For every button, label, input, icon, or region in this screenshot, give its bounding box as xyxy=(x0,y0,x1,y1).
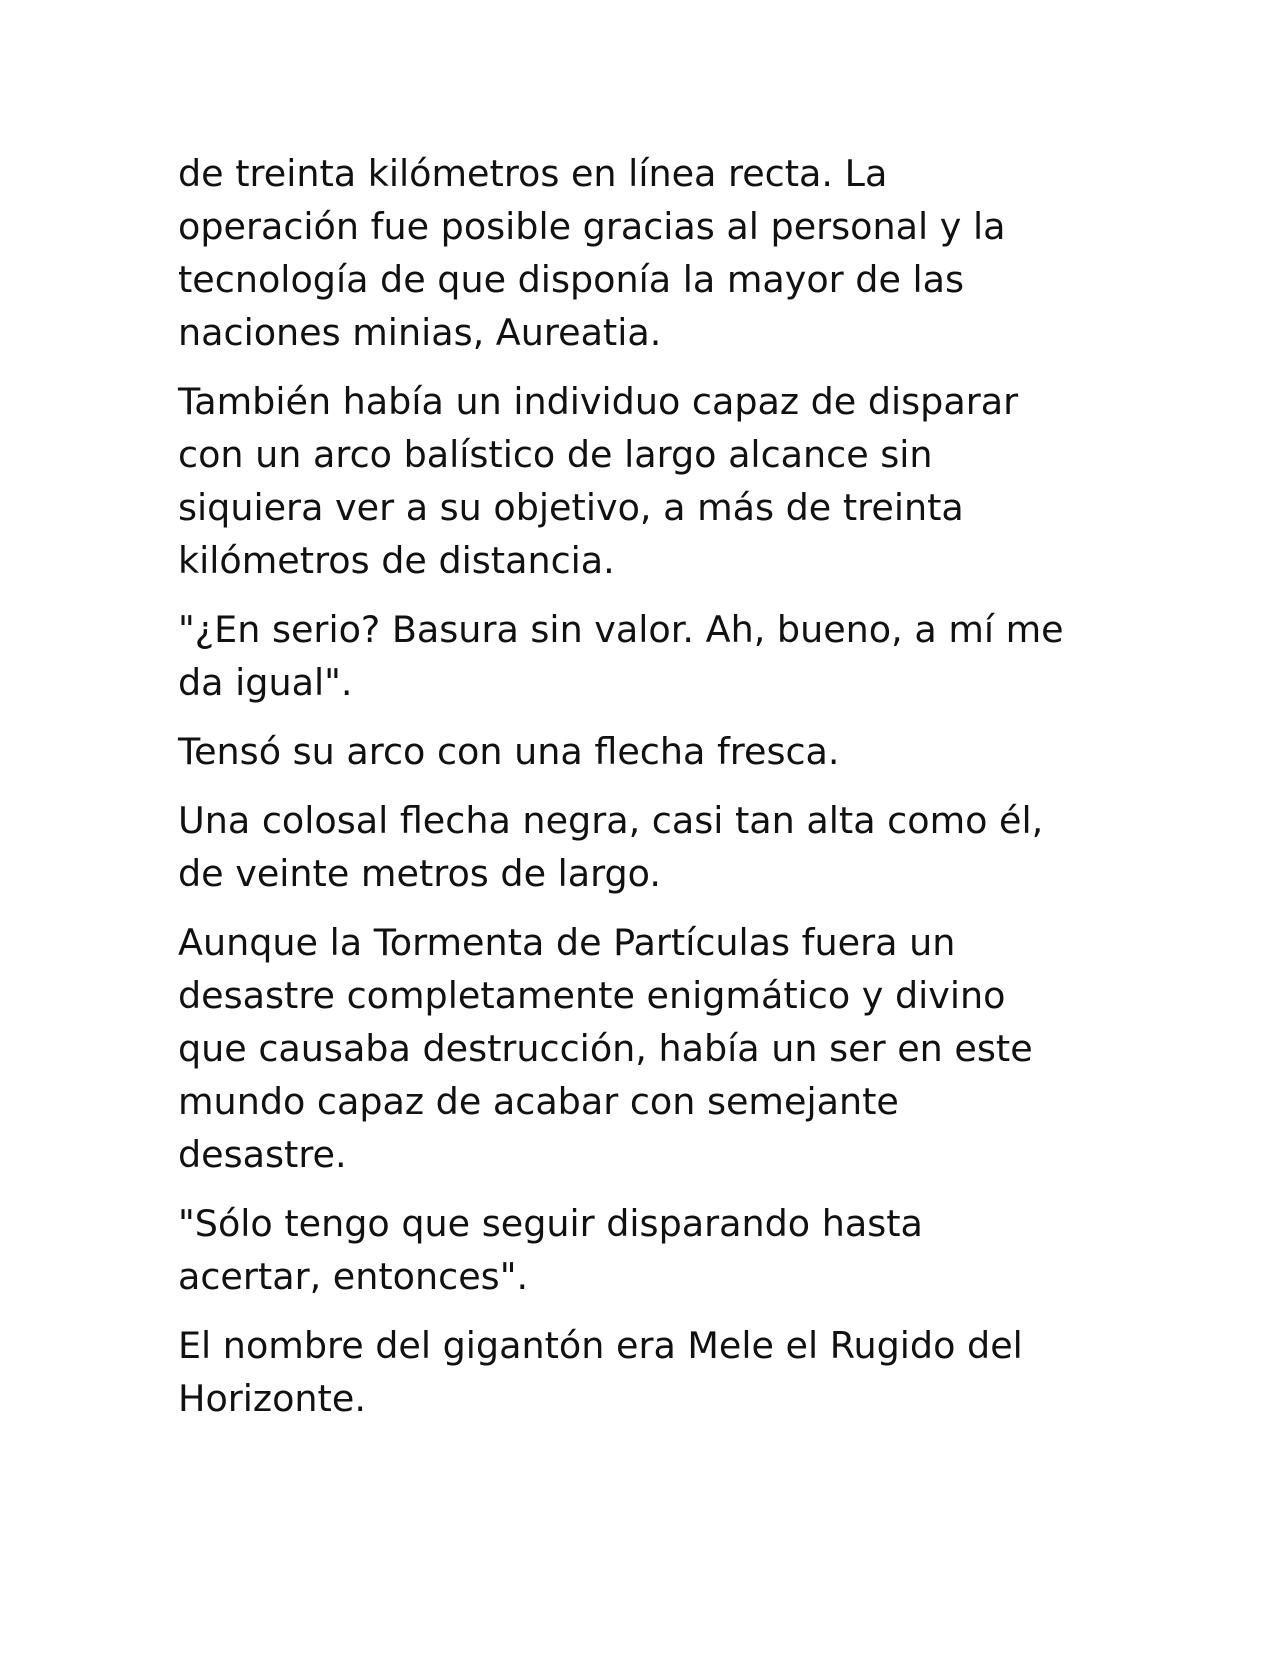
paragraph: de treinta kilómetros en línea recta. La operación fue posible gracias al personal y la tecnología de que disponía la mayor de las naciones minias, Aureatia. xyxy=(178,152,1006,354)
paragraph: "Sólo tengo que seguir disparando hasta acertar, entonces". xyxy=(178,1202,923,1298)
paragraph: "¿En serio? Basura sin valor. Ah, bueno, a mí me da igual". xyxy=(178,608,1064,704)
paragraph: Tensó su arco con una flecha fresca. xyxy=(178,730,840,773)
paragraph: El nombre del gigantón era Mele el Rugido del Horizonte. xyxy=(178,1324,1023,1420)
paragraph: Una colosal flecha negra, casi tan alta como él, de veinte metros de largo. xyxy=(178,799,1044,895)
paragraph: También había un individuo capaz de disparar con un arco balístico de largo alcance sin siquiera ver a su objetivo, a más de treinta kilómetros de distancia. xyxy=(178,380,1019,582)
paragraph: Aunque la Tormenta de Partículas fuera un desastre completamente enigmático y divino que causaba destrucción, había un ser en este mundo capaz de acabar con semejante desastre. xyxy=(178,921,1033,1176)
text-body xyxy=(178,147,1118,1441)
